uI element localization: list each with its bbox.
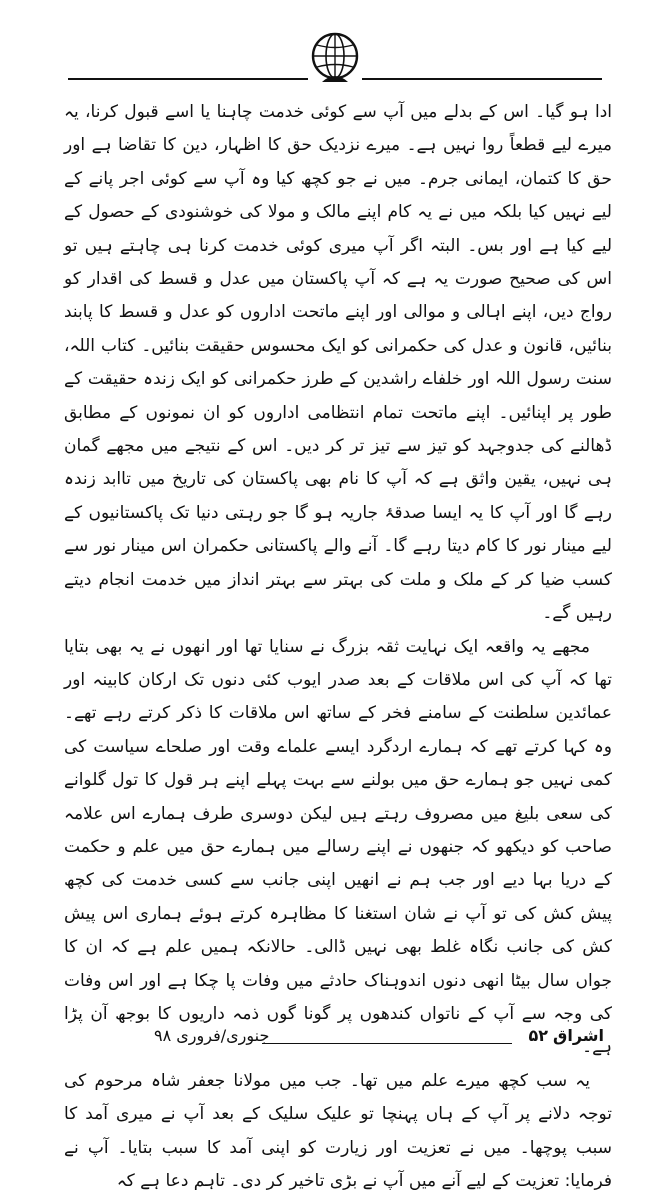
globe-logo-icon	[308, 30, 362, 84]
paragraph-3: یہ سب کچھ میرے علم میں تھا۔ جب میں مولانا جعفر شاہ مرحوم کی توجہ دلانے پر آپ کے ہاں پہنچا تو علیک سلیک کے بعد آپ نے میری آمد کا سبب پوچھا۔ میں نے تعزیت اور زیارت کو اپنی آمد کا سبب بتایا۔ آپ نے فرمایا: تعزیت کے لیے آنے میں آپ نے بڑی تاخیر کر دی۔ تاہم دعا ہے کہ	[64, 1070, 612, 1191]
page-header	[0, 0, 670, 90]
paragraph-2: مجھے یہ واقعہ ایک نہایت ثقہ بزرگ نے سنایا تھا اور انھوں نے یہ بھی بتایا تھا کہ آپ کی اس ملاقات کے بعد صدر ایوب کئی دنوں تک ارکان کابینہ اور عمائدین سلطنت کے سامنے فخر کے ساتھ اس ملاقات کا ذکر کرتے رہے تھے۔ وہ کہا کرتے تھے کہ ہمارے اردگرد ایسے علماے وقت اور صلحاے سیاست کی کمی نہیں جو ہمارے حق میں بولنے سے بہت پہلے اپنے ہر قول کا تول گلوانے کی سعی بلیغ میں مصروف رہتے ہیں لیکن دوسری طرف ہمارے اس علامہ صاحب کو دیکھو کہ جنھوں نے اپنے رسالے میں ہمارے حق میں علم و حکمت کے دریا بہا دیے اور جب ہم نے انھیں اپنی جانب سے کسی خدمت کی کچھ پیش کش کی تو آپ نے شان استغنا کا مظاہرہ کرتے ہوئے ہماری اس پیش کش کی جانب نگاہ غلط بھی نہیں ڈالی۔ حالانکہ ہمیں علم ہے کہ ان کا جواں سال بیٹا انھی دنوں اندوہناک حادثے میں وفات پا چکا ہے اور اس وفات کی وجہ سے آپ کے ناتواں کندھوں پر گونا گوں ذمہ داریوں کا بوجھ آن پڑا ہے۔	[64, 636, 612, 1058]
journal-name: اشراق	[553, 1026, 604, 1045]
page-footer	[64, 1016, 612, 1056]
issue-date: جنوری/فروری ۹۸	[154, 1026, 270, 1045]
header-rule-left	[68, 78, 308, 80]
page-number: ۵۲	[528, 1026, 548, 1045]
footer-rule	[262, 1043, 512, 1044]
header-rule-right	[362, 78, 602, 80]
paragraph-1: ادا ہو گیا۔ اس کے بدلے میں آپ سے کوئی خدمت چاہنا یا اسے قبول کرنا، یہ میرے لیے قطعاً روا نہیں ہے۔ میرے نزدیک حق کا اظہار، دین کا تقاضا ہے اور حق کا کتمان، ایمانی جرم۔ میں نے جو کچھ کیا وہ آپ سے کوئی اجر پانے کے لیے نہیں کیا بلکہ میں نے یہ کام اپنے مالک و مولا کی خوشنودی کے حصول کے لیے کیا ہے اور بس۔ البتہ اگر آپ میری کوئی خدمت کرنا ہی چاہتے ہیں تو اس کی صحیح صورت یہ ہے کہ آپ پاکستان میں عدل و قسط کی اقدار کو رواج دیں، اپنے اہالی و موالی اور اپنے ماتحت اداروں کو عدل و قسط کا پابند بنائیں، قانون و عدل کی حکمرانی کو ایک محسوس حقیقت بنائیں۔ کتاب اللہ، سنت رسول اللہ اور خلفاے راشدین کے طرز حکمرانی کو ایک زندہ حقیقت کے طور پر اپنائیں۔ اپنے ماتحت تمام انتظامی اداروں کو ان نمونوں کے مطابق ڈھالنے کی جدوجہد کو تیز سے تیز تر کر دیں۔ اس کے نتیجے میں مجھے گمان ہی نہیں، یقین واثق ہے کہ آپ کا نام بھی پاکستان کی تاریخ میں تاابد زندہ رہے گا اور آپ کا یہ ایسا صدقۂ جاریہ ہو گا جو رہتی دنیا تک پاکستانیوں کے لیے مینار نور کا کام دیتا رہے گا۔ آنے والے پاکستانی حکمران اس مینار نور سے کسب ضیا کر کے ملک و ملت کی بہتر سے بہتر انداز میں خدمت انجام دیتے رہیں گے۔	[64, 102, 612, 624]
